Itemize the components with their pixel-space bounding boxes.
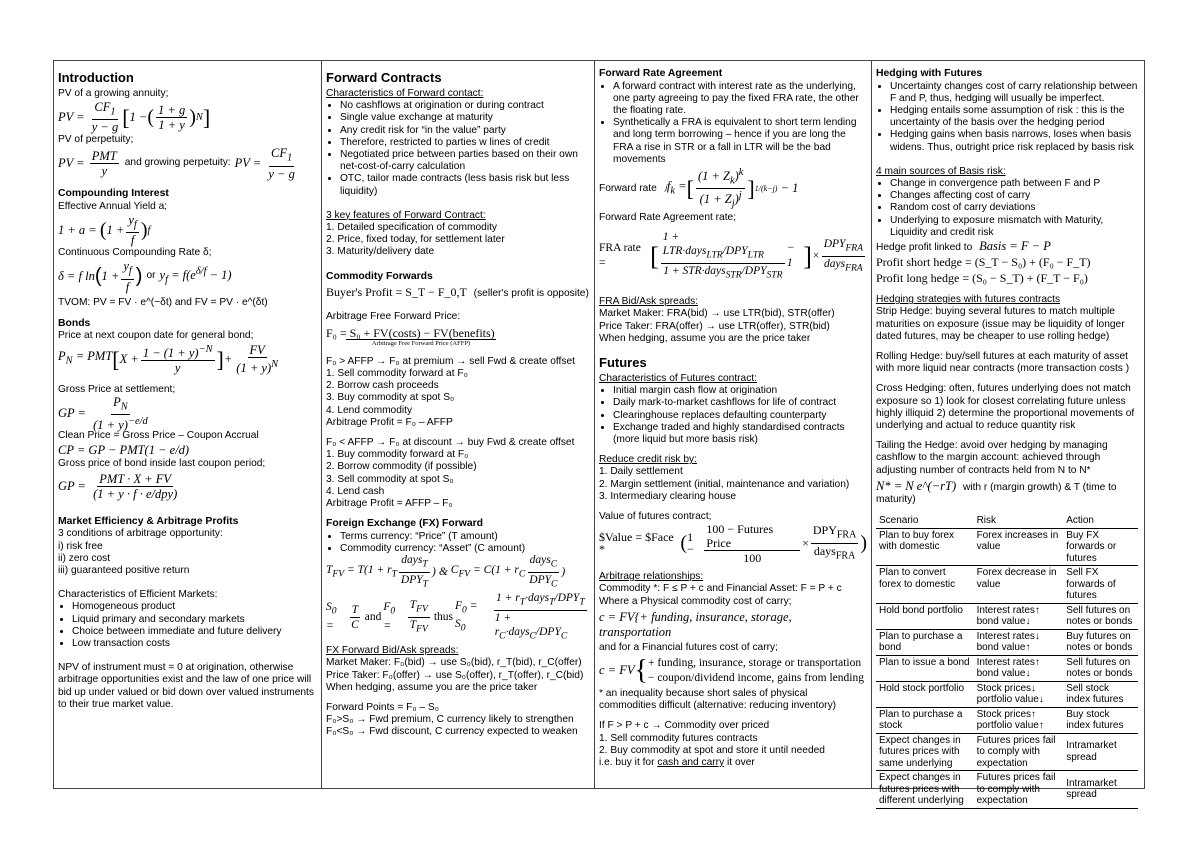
value-label: Value of futures contract; — [599, 510, 712, 522]
tvom-line: TVOM: PV = FV · e^(−δt) and FV = PV · e^(δt) — [58, 297, 268, 309]
fwd-points-item: F₀>S₀ → Fwd premium, C currency likely to strengthen — [326, 714, 574, 726]
list-item: • Clearinghouse replaces defaulting counterparty — [613, 410, 867, 422]
table-cell: Hold stock portfolio — [876, 681, 974, 707]
table-cell: Sell FX forwards of futures — [1063, 566, 1138, 604]
table-cell: Futures prices fail to comply with expectation — [974, 733, 1064, 771]
table-cell: Plan to purchase a bond — [876, 629, 974, 655]
fx-bidask-item: When hedging, assume you are the price taker — [326, 681, 538, 693]
table-cell: Sell futures on notes or bonds — [1063, 655, 1138, 681]
list-item: • Low transaction costs — [72, 638, 317, 650]
column-hedging — [872, 61, 1146, 807]
continuous-label: Continuous Compounding Rate δ; — [58, 247, 212, 259]
list-item: • Any credit risk for “in the value” party — [340, 125, 590, 137]
hedging-list — [876, 81, 1142, 154]
list-item: • Synthetically a FRA is equivalent to short term lending and long term borrowing – hence if you are long the FRA a rise in STR or a fall in LTR will be the bad movements — [613, 117, 867, 166]
fra-bidask-item: Price Taker: FRA(offer) → use LTR(offer), STR(bid) — [599, 320, 830, 332]
affp-label: Arbitrage Free Forward Price: — [326, 311, 461, 323]
pv-annuity-label: PV of a growing annuity; — [58, 88, 169, 99]
arb-line-3: iii) guaranteed positive return — [58, 564, 190, 576]
table-row — [876, 566, 1138, 604]
buyers-profit-formula: Buyer's Profit = S_T − F_0,T — [326, 285, 467, 300]
reduce-item: 3. Intermediary clearing house — [599, 490, 737, 502]
table-row — [876, 603, 1138, 629]
tailing-formula-row — [876, 479, 1142, 506]
forward-rate-row: Forward rate ⱼf$_k$ = [ $\frac{(1 + Z_k)^k}{(1 + Z_j)^j}$ ] 1/(k−j) − 1 — [599, 166, 799, 211]
clean-price-formula: CP = GP − PMT(1 − e/d) — [58, 442, 190, 457]
eay-formula: 1 + a = ( 1 + $\frac{y_f}{f}$ ) f — [58, 212, 151, 248]
table-cell: Stock prices↓ portfolio value↓ — [974, 681, 1064, 707]
futures-list — [599, 385, 867, 446]
compounding-heading: Compounding Interest — [58, 188, 169, 200]
arb-line-1: i) risk free — [58, 540, 103, 552]
key-features-label: 3 key features of Forward Contract: — [326, 209, 486, 221]
table-cell: Sell stock index futures — [1063, 681, 1138, 707]
list-item: • Liquid primary and secondary markets — [72, 614, 317, 626]
cheat-sheet — [53, 60, 1145, 807]
fx-formula-2: $S_0$ = $\frac{T}{C}$ and $F_0$ = $\frac{T_{FV}}{T_{FV}}$ thus $F_0 = S_0$ $\frac{1 + r_T\cdot days_T/DPY_T}{1 + r_C\cdot days_C/DPY_C}$ — [326, 592, 585, 641]
gross-price-formula: GP = $\frac{P_N}{(1 + y)^{-e/d}}$ — [58, 394, 148, 433]
forward-contracts-heading: Forward Contracts — [326, 70, 442, 85]
list-item: • Commodity currency: “Asset” (C amount) — [340, 543, 590, 555]
overpriced-item: If F > P + c → Commodity over priced — [599, 720, 770, 732]
ie-text: i.e. buy it for — [599, 757, 655, 768]
list-item: • Daily mark-to-market cashflows for life of contract — [613, 397, 867, 409]
table-header: Scenario — [876, 514, 974, 528]
arb-line-2: ii) zero cost — [58, 552, 111, 564]
discount-item: 4. Lend cash — [326, 485, 385, 497]
table-row — [876, 771, 1138, 809]
list-item: • Terms currency: “Price” (T amount) — [340, 531, 590, 543]
fx-list — [326, 531, 590, 555]
overpriced-item: 1. Sell commodity futures contracts — [599, 732, 758, 744]
table-cell: Buy futures on notes or bonds — [1063, 629, 1138, 655]
hedging-heading: Hedging with Futures — [876, 68, 983, 79]
fx-formula-1: $T_{FV} = T(1 + r_T$ $\frac{days_T}{DPY_T}$ ) & $C_{FV} = C(1 + r_C$ $\frac{days_C}{DPY_C}$ ) — [326, 554, 566, 589]
key-item: 1. Detailed specification of commodity — [326, 222, 498, 234]
growing-perpetuity-text: and growing perpetuity: — [124, 157, 231, 169]
perpetuity-formulas: PV = $\frac{\text{PMT}}{y}$ and growing perpetuity: PV = $\frac{CF_1}{y - g}$ — [58, 146, 295, 181]
premium-item: 1. Sell commodity forward at F₀ — [326, 367, 468, 379]
list-item: • Initial margin cash flow at origination — [613, 385, 867, 397]
column-introduction — [54, 61, 322, 788]
table-cell: Plan to issue a bond — [876, 655, 974, 681]
fra-rate-label: Forward Rate Agreement rate; — [599, 211, 737, 223]
ie-end: it over — [727, 757, 755, 768]
strip-hedge: Strip Hedge: buying several futures to match multiple maturities on exposure (issue may be liquidity of longer dated futures, may be cheaper to use rolling hedge) — [876, 306, 1125, 342]
eff-char-label: Characteristics of Efficient Markets: — [58, 589, 218, 601]
table-cell: Expect changes in futures prices with same underlying — [876, 733, 974, 771]
premium-item: 3. Buy commodity at spot S₀ — [326, 392, 455, 404]
premium-heading: F₀ > AFFP → F₀ at premium → sell Fwd & create offset — [326, 355, 575, 367]
list-item: • Negotiated price between parties based on their own net-cost-of-carry calculation — [340, 149, 590, 173]
table-cell: Futures prices fail to comply with expectation — [974, 771, 1064, 809]
cfv-formula-2: c = FV { + funding, insurance, storage or transportation − coupon/dividend income, gains from lending — [599, 654, 864, 686]
fx-bidask-item: Price Taker: F₀(offer) → use S₀(offer), r_T(offer), r_C(bid) — [326, 669, 584, 681]
gross-inside-formula: GP = $\frac{\text{PMT · X + FV}}{\text{(1 + y · f · e/dpy)}}$ — [58, 472, 178, 502]
discount-heading: F₀ < AFFP → F₀ at discount → buy Fwd & create offset — [326, 436, 575, 448]
list-item: • Change in convergence path between F and P — [890, 178, 1142, 190]
fra-heading: Forward Rate Agreement — [599, 68, 723, 79]
list-item: • Uncertainty changes cost of carry relationship between F and P, thus, hedging will usually be imperfect. — [890, 81, 1142, 105]
clean-price-label: Clean Price = Gross Price – Coupon Accrual — [58, 430, 259, 442]
eff-list — [58, 601, 317, 650]
strategies-label: Hedging strategies with futures contracts — [876, 294, 1061, 306]
discount-item: Arbitrage Profit = AFFP – F₀ — [326, 497, 453, 509]
hedge-profit-row — [876, 239, 1142, 254]
gross-inside-label: Gross price of bond inside last coupon period; — [58, 457, 266, 469]
table-cell: Interest rates↑ bond value↓ — [974, 655, 1064, 681]
short-hedge-formula: Profit short hedge = (S_T − S₀) + (F₀ − F_T) — [876, 255, 1091, 270]
table-cell: Hold bond portfolio — [876, 603, 974, 629]
bonds-heading: Bonds — [58, 317, 91, 329]
value-formula: $Value = $Face * ( 1 − $\frac{\text{100 − Futures Price}}{100}$ × $\frac{DPY_{FRA}}{days_{FRA}}$ ) — [599, 521, 867, 565]
introduction-heading: Introduction — [58, 70, 134, 85]
fx-heading: Foreign Exchange (FX) Forward — [326, 518, 484, 530]
buyers-profit-row — [326, 286, 590, 300]
fra-bidask-item: Market Maker: FRA(bid) → use LTR(bid), STR(offer) — [599, 308, 835, 320]
list-item: • Underlying to exposure mismatch with Maturity, Liquidity and credit risk — [890, 215, 1142, 239]
column-fra-futures — [595, 61, 872, 788]
table-row — [876, 528, 1138, 566]
basis-risk-label: 4 main sources of Basis risk: — [876, 165, 1006, 177]
hedging-table — [876, 514, 1138, 809]
table-cell: Buy FX forwards or futures — [1063, 528, 1138, 566]
arb-rel-label: Arbitrage relationships: — [599, 571, 704, 583]
premium-item: 4. Lend commodity — [326, 404, 413, 416]
table-row — [876, 707, 1138, 733]
discount-item: 1. Buy commodity forward at F₀ — [326, 449, 469, 461]
reduce-credit-label: Reduce credit risk by: — [599, 454, 697, 466]
overpriced-item: 2. Buy commodity at spot and store it until needed — [599, 744, 825, 756]
bond-price-label: Price at next coupon date for general bond; — [58, 330, 254, 342]
table-row — [876, 733, 1138, 771]
affp-formula: F₀ = S₀ + FV(costs) − FV(benefits) — [326, 325, 495, 340]
fwd-points-item: Forward Points = F₀ – S₀ — [326, 701, 439, 713]
table-cell: Plan to convert forex to domestic — [876, 566, 974, 604]
discount-item: 3. Sell commodity at spot S₀ — [326, 473, 454, 485]
forward-rate-label: Forward rate — [599, 182, 657, 194]
cfv2-line-b: − coupon/dividend income, gains from lending — [647, 671, 864, 684]
eay-label: Effective Annual Yield a; — [58, 200, 168, 212]
list-item: • Therefore, restricted to parties w lines of credit — [340, 137, 590, 149]
fra-rate-formula: FRA rate = [ $\frac{1 + LTR\cdot days_{LTR}/DPY_{LTR}}{1 + STR\cdot days_{STR}/DPY_{STR}}$ − 1 ] × $\frac{DPY_{FRA}}{days_{FRA}}$ — [599, 231, 863, 280]
list-item: • Single value exchange at maturity — [340, 112, 590, 124]
fin-line: and for a Financial futures cost of carry; — [599, 641, 778, 653]
reduce-item: 2. Margin settlement (initial, maintenance and variation) — [599, 478, 850, 490]
list-item: • Random cost of carry deviations — [890, 202, 1142, 214]
table-cell: Intramarket spread — [1063, 771, 1138, 809]
bond-price-formula: $P_N$ = PMT [ X + $\frac{1 - (1 + y)^{-N}}{y}$ ] + $\frac{FV}{(1 + y)^N}$ — [58, 343, 279, 376]
commodity-forwards-heading: Commodity Forwards — [326, 270, 433, 282]
list-item: • No cashflows at origination or during contract — [340, 100, 590, 112]
sellers-note: (seller's profit is opposite) — [473, 288, 589, 300]
where-line: Where a Physical commodity cost of carry; — [599, 595, 792, 607]
list-item: • A forward contract with interest rate as the underlying, one party agreeing to pay the fixed FRA rate, the other the floating rate. — [613, 81, 867, 118]
table-cell: Intramarket spread — [1063, 733, 1138, 771]
list-item: • Choice between immediate and future delivery — [72, 626, 317, 638]
commodity-line: Commodity *: F ≤ P + c and Financial Asset: F = P + c — [599, 583, 842, 595]
premium-item: Arbitrage Profit = F₀ – AFFP — [326, 416, 453, 428]
fra-list — [599, 81, 867, 166]
fx-bidask-item: Market Maker: F₀(bid) → use S₀(bid), r_T(bid), r_C(offer) — [326, 657, 582, 669]
fwd-char-label: Characteristics of Forward contact: — [326, 88, 484, 99]
inequality-note: * an inequality because short sales of physical commodities difficult (alternative: reducing inventory) — [599, 687, 837, 712]
table-cell: Stock prices↑ portfolio value↑ — [974, 707, 1064, 733]
table-row — [876, 681, 1138, 707]
table-cell: Forex increases in value — [974, 528, 1064, 566]
long-hedge-formula: Profit long hedge = (S₀ − S_T) + (F_T − F₀) — [876, 271, 1088, 286]
table-cell: Interest rates↑ bond value↓ — [974, 603, 1064, 629]
continuous-formula: δ = f ln ( 1 + $\frac{y_f}{f}$ ) or $y_f = f(e^{\delta/f} - 1)$ — [58, 259, 232, 294]
table-header: Risk — [974, 514, 1064, 528]
table-cell: Plan to buy forex with domestic — [876, 528, 974, 566]
table-header-row — [876, 514, 1138, 528]
fx-bidask-label: FX Forward Bid/Ask spreads: — [326, 645, 459, 657]
gross-price-label: Gross Price at settlement; — [58, 384, 176, 396]
table-cell: Sell futures on notes or bonds — [1063, 603, 1138, 629]
list-item: • Changes affecting cost of carry — [890, 190, 1142, 202]
table-row — [876, 629, 1138, 655]
discount-item: 2. Borrow commodity (if possible) — [326, 461, 477, 473]
tailing-note: with r (margin growth) & T (time to maturity) — [876, 481, 1117, 505]
list-item: • Homogeneous product — [72, 601, 317, 613]
hedge-profit-label: Hedge profit linked to — [876, 241, 973, 253]
fra-bidask-item: When hedging, assume you are the price taker — [599, 332, 811, 344]
pv-perpetuity-label: PV of perpetuity; — [58, 134, 134, 146]
futures-heading: Futures — [599, 354, 647, 370]
tailing-formula: N* = N e^(−rT) — [876, 478, 957, 493]
list-item: • Hedging gains when basis narrows, loses when basis widens. Thus, outright price risk replaced by basis risk — [890, 129, 1142, 153]
fwd-list — [326, 100, 590, 198]
cross-hedge: Cross Hedging: often, futures underlying does not match exposure so 1) look for closest correlating future unless highly illiquid 2) determine the proportional movements of underlying and actual to reduce quantity risk — [876, 383, 1135, 431]
cash-and-carry-line — [599, 757, 867, 769]
table-cell: Plan to purchase a stock — [876, 707, 974, 733]
efficiency-heading: Market Efficiency & Arbitrage Profits — [58, 515, 239, 527]
list-item: • OTC, tailor made contracts (less basis risk but less liquidity) — [340, 173, 590, 197]
table-cell: Expect changes in futures prices with different underlying — [876, 771, 974, 809]
table-cell: Buy stock index futures — [1063, 707, 1138, 733]
column-forward-contracts — [322, 61, 595, 788]
pv-annuity-formula: PV = $\frac{CF_1}{y - g}$ [ 1 − ( $\frac{1 + g}{1 + y}$ ) N ] — [58, 99, 211, 135]
reduce-item: 1. Daily settlement — [599, 466, 683, 478]
list-item: • Hedging entails some assumption of risk : this is the uncertainty of the basis over the hedging period — [890, 105, 1142, 129]
table-cell: Forex decrease in value — [974, 566, 1064, 604]
tailing-hedge: Tailing the Hedge: avoid over hedging by managing cashflow to the margin account: achieved through adjusting number of contracts held from N to N* — [876, 440, 1108, 476]
cfv2-line-a: + funding, insurance, storage or transportation — [647, 656, 862, 669]
basis-formula: Basis = F − P — [979, 238, 1051, 253]
fwd-points-item: F₀<S₀ → Fwd discount, C currency expected to weaken — [326, 726, 578, 738]
fra-bidask-label: FRA Bid/Ask spreads: — [599, 296, 699, 308]
rolling-hedge: Rolling Hedge: buy/sell futures at each maturity of asset with more liquid near contracts (more transaction costs ) — [876, 350, 1130, 375]
affp-subtitle: Arbitrage Free Forward Price (AFFP) — [346, 339, 496, 348]
table-cell: Interest rates↓ bond value↑ — [974, 629, 1064, 655]
ie-underlined: cash and carry — [657, 757, 725, 768]
key-item: 3. Maturity/delivery date — [326, 246, 435, 258]
table-row — [876, 655, 1138, 681]
npv-text: NPV of instrument must = 0 at origination, otherwise arbitrage opportunities exist and the law of one price will bid up under valued or bid down over valued instruments to their true market value. — [58, 662, 314, 710]
arb-line-0: 3 conditions of arbitrage opportunity: — [58, 528, 223, 540]
list-item: • Exchange traded and highly standardised contracts (more liquid but more basis risk) — [613, 422, 867, 446]
key-item: 2. Price, fixed today, for settlement later — [326, 234, 505, 246]
futures-char-label: Characteristics of Futures contract: — [599, 372, 757, 384]
basis-list — [876, 178, 1142, 239]
premium-item: 2. Borrow cash proceeds — [326, 380, 439, 392]
table-header: Action — [1063, 514, 1138, 528]
cfv-formula-1: c = FV{+ funding, insurance, storage, transportation — [599, 609, 792, 639]
